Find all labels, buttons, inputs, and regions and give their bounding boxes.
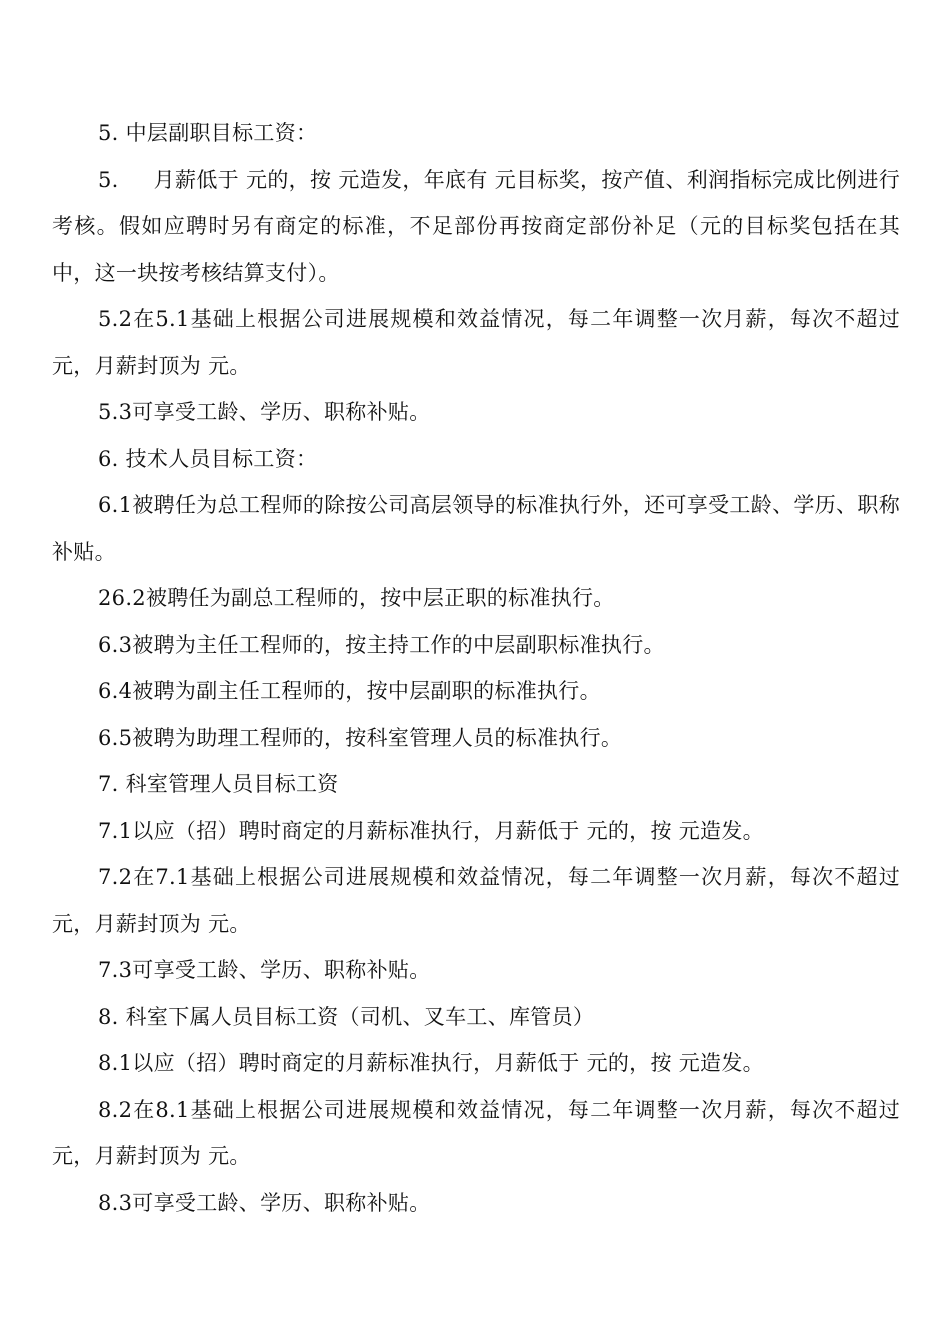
paragraph-8-2: 8.2在8.1基础上根据公司进展规模和效益情况，每二年调整一次月薪，每次不超过 元，月薪封顶为 元。 xyxy=(52,1097,900,1168)
heading-8: 8. 科室下属人员目标工资（司机、叉车工、库管员） xyxy=(98,1004,595,1029)
paragraph-6-5: 6.5被聘为助理工程师的，按科室管理人员的标准执行。 xyxy=(98,725,623,750)
paragraph-8-3: 8.3可享受工龄、学历、职称补贴。 xyxy=(98,1190,431,1215)
paragraph-6-2: 26.2被聘任为副总工程师的，按中层正职的标准执行。 xyxy=(98,586,615,610)
heading-6: 6. 技术人员目标工资： xyxy=(98,446,318,471)
paragraph-7-3: 7.3可享受工龄、学历、职称补贴。 xyxy=(98,958,431,982)
paragraph-6-3: 6.3被聘为主任工程师的，按主持工作的中层副职标准执行。 xyxy=(98,632,665,657)
paragraph-5-1: 5. 月薪低于 元的，按 元造发，年底有 元目标奖，按产值、利润指标完成比例进行考核。假如应聘时另有商定的标准，不足部份再按商定部份补足（元的目标奖包括在其中，这一块按考核结算支付）。 xyxy=(52,167,900,285)
document-page xyxy=(52,110,900,1226)
paragraph-7-2: 7.2在7.1基础上根据公司进展规模和效益情况，每二年调整一次月薪，每次不超过 元，月薪封顶为 元。 xyxy=(52,865,900,936)
paragraph-6-4: 6.4被聘为副主任工程师的，按中层副职的标准执行。 xyxy=(98,679,601,703)
paragraph-6-1: 6.1被聘任为总工程师的除按公司高层领导的标准执行外，还可享受工龄、学历、职称补贴。 xyxy=(52,493,900,564)
heading-5: 5. 中层副职目标工资： xyxy=(98,121,318,145)
paragraph-8-1: 8.1以应（招）聘时商定的月薪标准执行，月薪低于 元的，按 元造发。 xyxy=(98,1051,764,1075)
paragraph-5-3: 5.3可享受工龄、学历、职称补贴。 xyxy=(98,400,431,424)
paragraph-5-2: 5.2在5.1基础上根据公司进展规模和效益情况，每二年调整一次月薪，每次不超过 元，月薪封顶为 元。 xyxy=(52,307,900,378)
paragraph-7-1: 7.1以应（招）聘时商定的月薪标准执行，月薪低于 元的，按 元造发。 xyxy=(98,818,764,843)
heading-7: 7. 科室管理人员目标工资 xyxy=(98,772,339,796)
